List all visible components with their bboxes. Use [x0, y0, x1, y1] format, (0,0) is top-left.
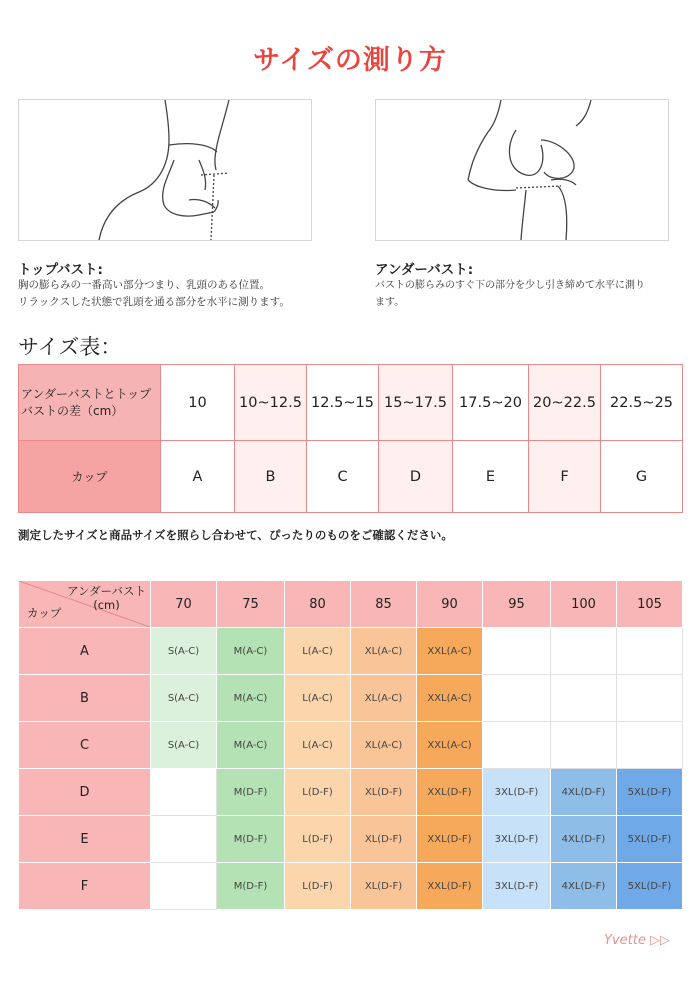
yvette-logo: Yvette ▷▷	[604, 933, 670, 948]
under-size-header: 105	[617, 581, 683, 628]
size-cell: XL(A-C)	[351, 628, 417, 675]
size-cell: M(A-C)	[217, 628, 285, 675]
cup-cell: A	[161, 441, 235, 513]
size-grid-table	[18, 580, 683, 910]
size-cell	[483, 675, 551, 722]
cup-cell: B	[235, 441, 307, 513]
corner-cup-label: カップ	[27, 606, 62, 620]
difference-label: アンダーバストとトップバストの差（cm）	[19, 365, 161, 441]
top-bust-illustration	[18, 99, 312, 241]
size-grid-row	[19, 628, 683, 675]
cup-row-header: C	[19, 722, 151, 769]
size-cell: XL(A-C)	[351, 675, 417, 722]
size-cell: XXL(D-F)	[417, 816, 483, 863]
size-note: 測定したサイズと商品サイズを照らし合わせて、ぴったりのものをご確認ください。	[18, 528, 453, 542]
size-cell: 5XL(D-F)	[617, 769, 683, 816]
difference-cell: 10~12.5	[235, 365, 307, 441]
size-cell: L(A-C)	[285, 722, 351, 769]
size-cell	[617, 628, 683, 675]
size-cell: 4XL(D-F)	[551, 863, 617, 910]
cup-cell: E	[453, 441, 529, 513]
cup-row-header: E	[19, 816, 151, 863]
difference-cell: 20~22.5	[529, 365, 601, 441]
size-cell: XL(A-C)	[351, 722, 417, 769]
size-cell: XXL(D-F)	[417, 769, 483, 816]
size-cell	[151, 769, 217, 816]
size-cell: M(D-F)	[217, 816, 285, 863]
size-cell: XXL(A-C)	[417, 628, 483, 675]
size-cell: S(A-C)	[151, 722, 217, 769]
cup-cell: F	[529, 441, 601, 513]
corner-under-label: アンダーバスト (cm)	[66, 584, 146, 612]
difference-cell: 17.5~20	[453, 365, 529, 441]
size-cell: 4XL(D-F)	[551, 816, 617, 863]
cup-cell: G	[601, 441, 683, 513]
size-grid-row	[19, 769, 683, 816]
difference-cell: 15~17.5	[379, 365, 453, 441]
size-cell: M(D-F)	[217, 863, 285, 910]
size-cell: M(A-C)	[217, 675, 285, 722]
size-cell: 3XL(D-F)	[483, 863, 551, 910]
size-cell	[617, 722, 683, 769]
size-cell	[483, 628, 551, 675]
size-cell: XL(D-F)	[351, 863, 417, 910]
under-size-header: 95	[483, 581, 551, 628]
size-cell	[551, 628, 617, 675]
size-cell: 3XL(D-F)	[483, 769, 551, 816]
under-size-header: 85	[351, 581, 417, 628]
size-grid-header	[19, 581, 683, 628]
cup-row-header: B	[19, 675, 151, 722]
size-cell: L(A-C)	[285, 675, 351, 722]
size-cell: XXL(A-C)	[417, 722, 483, 769]
page-title: サイズの測り方	[253, 45, 447, 76]
size-cell: L(D-F)	[285, 816, 351, 863]
cup-label: カップ	[19, 441, 161, 513]
size-cell	[483, 722, 551, 769]
grid-corner	[19, 581, 151, 628]
size-cell: M(D-F)	[217, 769, 285, 816]
size-cell: M(A-C)	[217, 722, 285, 769]
size-cell: 3XL(D-F)	[483, 816, 551, 863]
size-cell	[551, 675, 617, 722]
size-cell: S(A-C)	[151, 675, 217, 722]
size-cell: XL(D-F)	[351, 816, 417, 863]
under-size-header: 75	[217, 581, 285, 628]
under-size-header: 70	[151, 581, 217, 628]
size-grid-row	[19, 816, 683, 863]
under-bust-description: バストの膨らみのすぐ下の部分を少し引き締めて水平に測り ます。	[375, 280, 645, 308]
difference-cell: 12.5~15	[307, 365, 379, 441]
under-size-header: 90	[417, 581, 483, 628]
size-cell: L(D-F)	[285, 769, 351, 816]
size-cell: XXL(D-F)	[417, 863, 483, 910]
size-cell	[617, 675, 683, 722]
under-bust-illustration	[375, 99, 669, 241]
cup-cell: D	[379, 441, 453, 513]
size-cell: XXL(A-C)	[417, 675, 483, 722]
difference-row	[19, 365, 683, 441]
cup-row	[19, 441, 683, 513]
under-size-header: 100	[551, 581, 617, 628]
size-grid-row	[19, 863, 683, 910]
cup-cell: C	[307, 441, 379, 513]
size-cell: 5XL(D-F)	[617, 863, 683, 910]
size-grid-row	[19, 722, 683, 769]
size-cell: 4XL(D-F)	[551, 769, 617, 816]
size-cell: XL(D-F)	[351, 769, 417, 816]
cup-row-header: A	[19, 628, 151, 675]
cup-difference-table	[18, 364, 683, 513]
size-cell: L(A-C)	[285, 628, 351, 675]
cup-row-header: D	[19, 769, 151, 816]
top-bust-description: 胸の膨らみの一番高い部分つまり、乳頭のある位置。 リラックスした状態で乳頭を通る部分を水平に測ります。	[18, 279, 290, 308]
size-cell	[151, 816, 217, 863]
under-bust-heading: アンダーバスト:	[375, 262, 474, 278]
under-size-header: 80	[285, 581, 351, 628]
play-arrows-icon: ▷▷	[649, 933, 670, 948]
size-cell: S(A-C)	[151, 628, 217, 675]
top-bust-heading: トップバスト:	[18, 262, 103, 278]
difference-cell: 22.5~25	[601, 365, 683, 441]
size-table-title: サイズ表：	[18, 335, 122, 359]
difference-cell: 10	[161, 365, 235, 441]
size-cell: 5XL(D-F)	[617, 816, 683, 863]
size-cell: L(D-F)	[285, 863, 351, 910]
size-cell	[551, 722, 617, 769]
cup-row-header: F	[19, 863, 151, 910]
size-grid-row	[19, 675, 683, 722]
size-cell	[151, 863, 217, 910]
